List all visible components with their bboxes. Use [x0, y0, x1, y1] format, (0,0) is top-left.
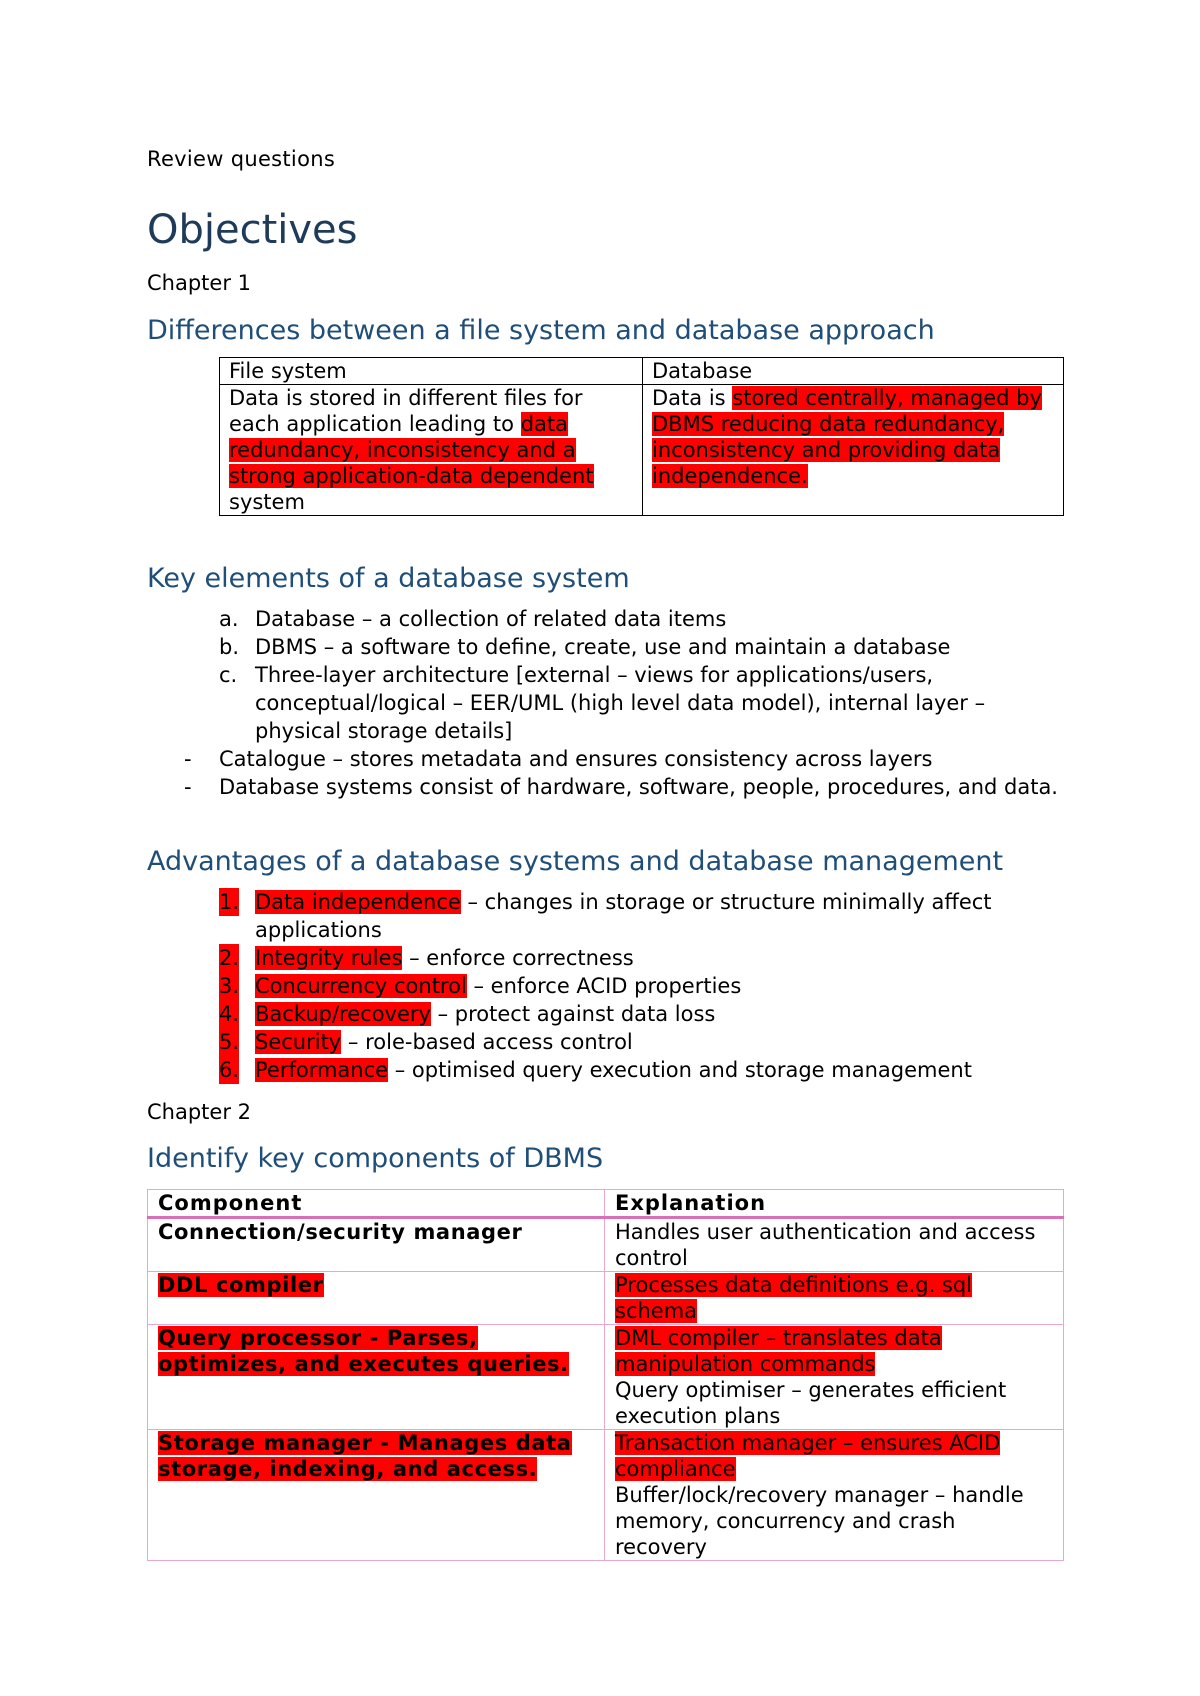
- list-item: [147, 888, 1062, 944]
- list-marker: 4.: [219, 1002, 240, 1026]
- cell-text: Query optimiser – generates efficient execution plans: [615, 1378, 1007, 1428]
- bullet-item-text: Database systems consist of hardware, software, people, procedures, and data.: [219, 775, 1058, 799]
- dbms-components-table: [147, 1189, 1064, 1561]
- highlighted-text: data redundancy, inconsistency and a strong application-data dependent: [229, 412, 594, 488]
- chapter-1-label: Chapter 1: [147, 271, 251, 295]
- highlighted-term: Data independence: [255, 890, 461, 914]
- cell-text: Data is stored in different files for each application leading to: [229, 386, 583, 436]
- bullet-item: [147, 745, 1062, 773]
- list-item-text: – role-based access control: [341, 1030, 633, 1054]
- highlighted-text: Query processor - Parses, optimizes, and executes queries.: [158, 1326, 569, 1376]
- highlighted-term: Concurrency control: [255, 974, 467, 998]
- table-header-cell: Component: [148, 1190, 605, 1218]
- table-header-cell: File system: [220, 358, 643, 385]
- component-cell: Connection/security manager: [148, 1218, 605, 1272]
- table-header-row: [148, 1190, 1064, 1218]
- list-item-text: Database – a collection of related data items: [255, 607, 727, 631]
- table-header-cell: Database: [643, 358, 1064, 385]
- component-cell: [148, 1325, 605, 1430]
- key-elements-list: [147, 605, 1062, 801]
- cell-text: system: [229, 490, 305, 514]
- explanation-cell: Handles user authentication and access control: [605, 1218, 1064, 1272]
- list-item-text: – enforce correctness: [402, 946, 634, 970]
- highlighted-term: Security: [255, 1030, 342, 1054]
- list-item-text: – protect against data loss: [430, 1002, 716, 1026]
- list-marker: 2.: [219, 946, 240, 970]
- list-marker: b.: [219, 635, 240, 659]
- list-item-text: – optimised query execution and storage management: [388, 1058, 972, 1082]
- list-item: [147, 1000, 1062, 1028]
- list-item: [147, 633, 1062, 661]
- bullet-marker: -: [184, 747, 192, 771]
- cell-text: Data is: [652, 386, 733, 410]
- list-marker: 6.: [219, 1058, 240, 1082]
- list-marker: a.: [219, 607, 239, 631]
- file-vs-db-heading: Differences between a file system and database approach: [147, 315, 935, 346]
- table-row: [148, 1325, 1064, 1430]
- highlighted-term: Integrity rules: [255, 946, 403, 970]
- list-item: [147, 1028, 1062, 1056]
- document-title: Objectives: [147, 207, 358, 253]
- database-cell: [643, 385, 1064, 516]
- highlighted-text: DML compiler – translates data manipulation commands: [615, 1326, 942, 1376]
- explanation-cell: [605, 1325, 1064, 1430]
- table-row: [148, 1272, 1064, 1325]
- list-item-text: – changes in storage or structure minimally affect applications: [255, 890, 992, 942]
- component-cell: [148, 1272, 605, 1325]
- list-item-text: Three-layer architecture [external – views for applications/users, conceptual/logical – EER/UML (high level data model), internal layer – physical storage details]: [255, 663, 986, 743]
- bullet-item-text: Catalogue – stores metadata and ensures consistency across layers: [219, 747, 933, 771]
- highlighted-text: DDL compiler: [158, 1273, 324, 1297]
- explanation-cell: [605, 1430, 1064, 1561]
- list-item: [147, 605, 1062, 633]
- highlighted-term: Backup/recovery: [255, 1002, 431, 1026]
- list-item-text: DBMS – a software to define, create, use and maintain a database: [255, 635, 951, 659]
- file-system-cell: [220, 385, 643, 516]
- highlighted-text: Transaction manager – ensures ACID compliance: [615, 1431, 1001, 1481]
- advantages-list: [147, 888, 1062, 1084]
- cell-text: Buffer/lock/recovery manager – handle memory, concurrency and crash recovery: [615, 1483, 1024, 1559]
- list-item: [147, 972, 1062, 1000]
- table-header-row: [220, 358, 1064, 385]
- dbms-components-heading: Identify key components of DBMS: [147, 1143, 604, 1174]
- key-elements-heading: Key elements of a database system: [147, 563, 630, 594]
- bullet-marker: -: [184, 775, 192, 799]
- table-header-cell: Explanation: [605, 1190, 1064, 1218]
- document-subtitle: Review questions: [147, 147, 336, 171]
- table-row: [148, 1218, 1064, 1272]
- explanation-cell: [605, 1272, 1064, 1325]
- highlighted-text: Processes data definitions e.g. sql schema: [615, 1273, 973, 1323]
- table-row: [220, 385, 1064, 516]
- list-marker: 3.: [219, 974, 240, 998]
- list-item: [147, 661, 1062, 745]
- highlighted-text: Storage manager - Manages data storage, indexing, and access.: [158, 1431, 572, 1481]
- list-marker: 5.: [219, 1030, 240, 1054]
- list-item: [147, 1056, 1062, 1084]
- list-marker: 1.: [219, 890, 240, 914]
- list-item-text: – enforce ACID properties: [466, 974, 742, 998]
- highlighted-term: Performance: [255, 1058, 389, 1082]
- chapter-2-label: Chapter 2: [147, 1100, 251, 1124]
- component-cell: [148, 1430, 605, 1561]
- advantages-heading: Advantages of a database systems and database management: [147, 846, 1004, 877]
- table-row: [148, 1430, 1064, 1561]
- file-vs-db-table: [219, 357, 1064, 516]
- bullet-item: [147, 773, 1062, 801]
- list-marker: c.: [219, 663, 238, 687]
- list-item: [147, 944, 1062, 972]
- highlighted-text: stored centrally, managed by DBMS reducing data redundancy, inconsistency and providing data independence.: [652, 386, 1042, 488]
